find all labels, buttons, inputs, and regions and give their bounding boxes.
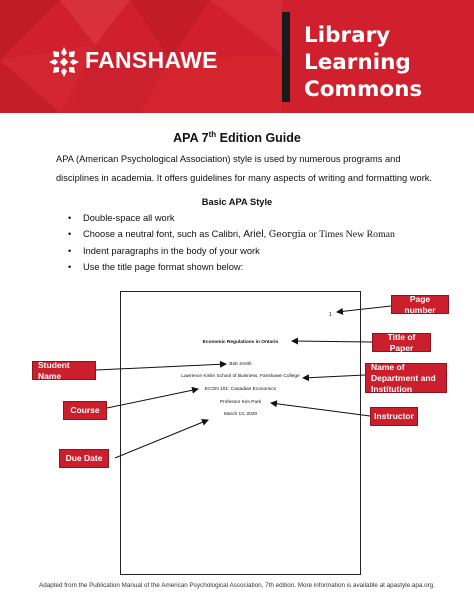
- footer-note: Adapted from the Publication Manual of the American Psychological Association, 7th edition. More information is available at apastyle.apa.org.: [39, 582, 435, 589]
- callout-page-number: Page number: [391, 295, 449, 314]
- banner-divider: [282, 12, 290, 102]
- sample-due-date: March 13, 2020: [223, 412, 258, 417]
- callout-student-name: Student Name: [32, 361, 96, 380]
- title-superscript: th: [208, 130, 217, 139]
- font-sample-times: Times New Roman: [319, 229, 395, 240]
- title-suffix: Edition Guide: [216, 131, 301, 146]
- sample-institution: Lawrence Kinlin School of Business, Fanshawe College: [181, 374, 300, 379]
- sample-page-number: 1: [329, 312, 332, 318]
- section-heading: Basic APA Style: [201, 197, 273, 207]
- sample-student-name: Bob Smith: [229, 362, 252, 367]
- callout-title-of-paper: Title of Paper: [372, 333, 431, 352]
- sample-paper-title: Economic Regulations in Ontario: [202, 340, 279, 345]
- brand-name: FANSHAWE: [85, 47, 218, 73]
- callout-due-date: Due Date: [59, 449, 109, 468]
- sample-instructor: Professor Kim Park: [219, 400, 262, 405]
- font-sample-ariel: Ariel: [243, 229, 264, 240]
- bullet-double-space: • Double-space all work: [68, 210, 448, 226]
- bullet-indent: • Indent paragraphs in the body of your work: [68, 243, 448, 259]
- font-or-text: or: [306, 229, 320, 240]
- callout-course: Course: [63, 401, 107, 420]
- bullet-fonts: [68, 226, 448, 243]
- intro-paragraph: APA (American Psychological Association) style is used by numerous programs and disciplines in academia. It offers guidelines for many aspects of writing and formatting work.: [56, 154, 433, 183]
- callout-instructor: Instructor: [370, 407, 418, 426]
- title-prefix: APA 7: [173, 131, 209, 146]
- banner-title-line-1: Library: [304, 23, 391, 48]
- sample-course: ECON 101: Canadian Economics: [204, 387, 277, 392]
- header-banner: [0, 0, 474, 113]
- banner-title: [304, 22, 422, 103]
- fanshawe-star-icon: [48, 46, 80, 78]
- sample-title-page: [120, 291, 361, 575]
- font-sample-georgia: Georgia: [268, 229, 307, 240]
- banner-title-line-3: Commons: [304, 77, 423, 102]
- bullet-title-page: • Use the title page format shown below:: [68, 259, 448, 275]
- page-title: [0, 130, 474, 145]
- banner-title-line-2: Learning: [304, 50, 411, 75]
- font-separator: ,: [263, 229, 269, 239]
- bullet-fonts-text: Choose a neutral font, such as Calibri,: [83, 229, 244, 239]
- callout-department: Name of Department and Institution: [365, 363, 447, 393]
- style-bullet-list: [68, 210, 448, 275]
